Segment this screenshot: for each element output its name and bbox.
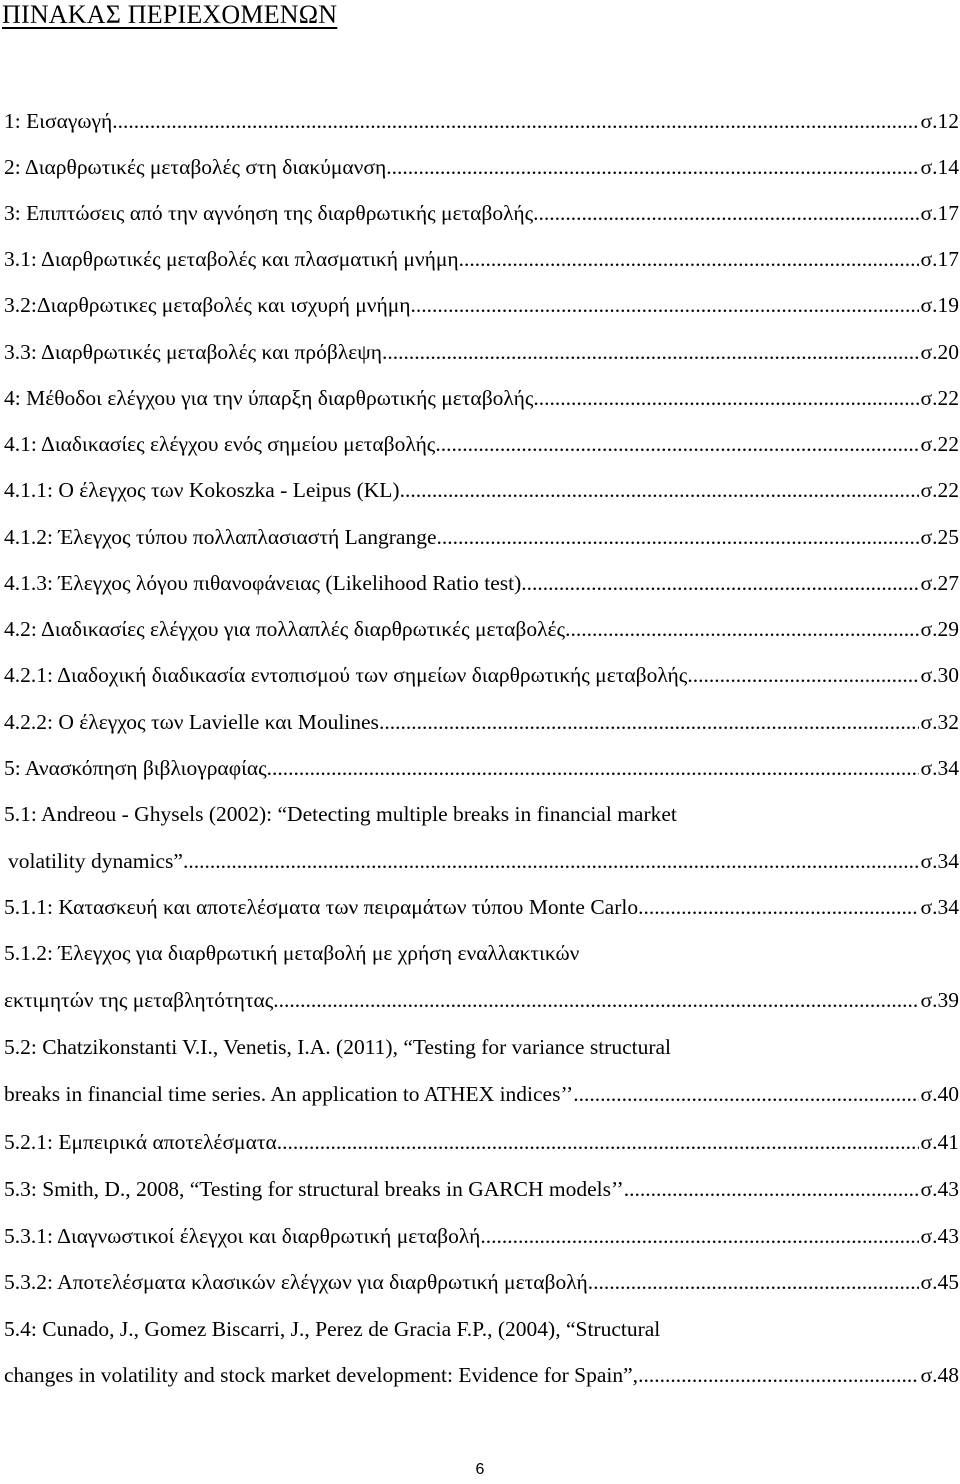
toc-entry-page: σ.22 bbox=[920, 386, 959, 410]
toc-entry[interactable] bbox=[4, 752, 959, 784]
toc-entry[interactable] bbox=[4, 1266, 959, 1298]
dot-leader bbox=[411, 289, 919, 321]
dot-leader bbox=[638, 891, 918, 923]
toc-entry-page: σ.34 bbox=[920, 895, 959, 919]
toc-entry[interactable] bbox=[4, 289, 959, 321]
toc-entry[interactable] bbox=[4, 891, 959, 923]
page-number: 6 bbox=[475, 1461, 485, 1478]
toc-entry-page: σ.34 bbox=[920, 756, 959, 780]
toc-entry[interactable] bbox=[4, 1173, 959, 1205]
toc-entry-text: 3.3: Διαρθρωτικές μεταβολές και πρόβλεψη bbox=[4, 340, 382, 364]
toc-entry-page: σ.43 bbox=[920, 1224, 959, 1248]
dot-leader bbox=[687, 659, 918, 691]
dot-leader bbox=[573, 1078, 918, 1110]
toc-entry-page: σ.29 bbox=[920, 617, 959, 641]
toc-entry[interactable] bbox=[4, 151, 959, 183]
toc-entry-text: volatility dynamics” bbox=[8, 849, 183, 873]
toc-entry[interactable] bbox=[8, 845, 959, 877]
toc-entry-text: 4: Μέθοδοι ελέγχου για την ύπαρξη διαρθρωτικής μεταβολής bbox=[4, 386, 534, 410]
toc-entry-text: 4.1.3: Έλεγχος λόγου πιθανοφάνειας (Likelihood Ratio test) bbox=[4, 571, 522, 595]
toc-entry[interactable] bbox=[4, 1126, 959, 1158]
toc-entry-text: 5: Ανασκόπηση βιβλιογραφίας bbox=[4, 756, 267, 780]
toc-entry-text: 4.2.1: Διαδοχική διαδικασία εντοπισμού των σημείων διαρθρωτικής μεταβολής bbox=[4, 663, 688, 687]
toc-entry[interactable] bbox=[4, 613, 959, 645]
toc-entry-text: εκτιμητών της μεταβλητότητας. bbox=[4, 988, 279, 1012]
toc-entry-text: 3.1: Διαρθρωτικές μεταβολές και πλασματική μνήμη bbox=[4, 247, 459, 271]
toc-entry-text: 5.1.1: Κατασκευή και αποτελέσματα των πειραμάτων τύπου Monte Carlo bbox=[4, 895, 639, 919]
dot-leader bbox=[267, 752, 919, 784]
toc-entry-page: σ.45 bbox=[920, 1270, 959, 1294]
dot-leader bbox=[638, 1359, 918, 1391]
toc-entry-first-line[interactable]: 5.1: Andreou - Ghysels (2002): “Detecting multiple breaks in financial market bbox=[4, 802, 677, 826]
toc-entry[interactable] bbox=[4, 984, 959, 1016]
toc-entry-page: σ.22 bbox=[920, 432, 959, 456]
toc-entry-text: 2: Διαρθρωτικές μεταβολές στη διακύμανση bbox=[4, 155, 387, 179]
toc-entry-text: 1: Εισαγωγή bbox=[4, 109, 113, 133]
toc-entry-text: 4.1.2: Έλεγχος τύπου πολλαπλασιαστή Langrange. bbox=[4, 525, 442, 549]
toc-entry[interactable] bbox=[4, 567, 959, 599]
toc-entry[interactable] bbox=[4, 197, 959, 229]
toc-entry-text: 5.3.2: Αποτελέσματα κλασικών ελέγχων για διαρθρωτική μεταβολή bbox=[4, 1270, 588, 1294]
toc-entry-text: 4.2.2: Ο έλεγχος των Lavielle και Moulines bbox=[4, 710, 379, 734]
toc-entry-page: σ.48 bbox=[920, 1363, 959, 1387]
toc-entry-page: σ.32 bbox=[920, 710, 959, 734]
toc-entry[interactable] bbox=[4, 1220, 959, 1252]
toc-entry-page: σ.41 bbox=[920, 1130, 959, 1154]
toc-entry-page: σ.19 bbox=[920, 293, 959, 317]
dot-leader bbox=[588, 1266, 919, 1298]
toc-entry[interactable] bbox=[4, 1359, 959, 1391]
dot-leader bbox=[400, 474, 919, 506]
dot-leader bbox=[533, 382, 918, 414]
toc-entry-text: breaks in financial time series. An application to ATHEX indices’’ bbox=[4, 1082, 574, 1106]
toc-entry[interactable] bbox=[4, 428, 959, 460]
toc-entry-text: 5.3.1: Διαγνωστικοί έλεγχοι και διαρθρωτική μεταβολή bbox=[4, 1224, 481, 1248]
toc-entry-page: σ.43 bbox=[920, 1177, 959, 1201]
toc-entry-page: σ.22 bbox=[920, 478, 959, 502]
toc-entry[interactable] bbox=[4, 474, 959, 506]
toc-entry-first-line[interactable]: 5.4: Cunado, J., Gomez Biscarri, J., Perez de Gracia F.P., (2004), “Structural bbox=[4, 1317, 661, 1341]
dot-leader bbox=[570, 613, 918, 645]
dot-leader bbox=[277, 1126, 919, 1158]
toc-entry-text: 5.3: Smith, D., 2008, “Testing for structural breaks in GARCH models’’ bbox=[4, 1177, 624, 1201]
toc-entry-page: σ.39 bbox=[920, 988, 959, 1012]
toc-entry-first-line[interactable]: 5.1.2: Έλεγχος για διαρθρωτική μεταβολή με χρήση εναλλακτικών bbox=[4, 941, 580, 965]
toc-entry-text: 3.2:Διαρθρωτικες μεταβολές και ισχυρή μνήμη bbox=[4, 293, 411, 317]
toc-entry[interactable] bbox=[4, 105, 959, 137]
toc-entry-page: σ.25 bbox=[920, 525, 959, 549]
dot-leader bbox=[533, 197, 918, 229]
toc-entry-text: changes in volatility and stock market development: Evidence for Spain”, bbox=[4, 1363, 639, 1387]
dot-leader bbox=[435, 428, 918, 460]
toc-title: ΠΙΝΑΚΑΣ ΠΕΡΙΕΧΟΜΕΝΩΝ bbox=[2, 0, 338, 29]
toc-entry[interactable] bbox=[4, 659, 959, 691]
dot-leader bbox=[112, 105, 918, 137]
toc-entry[interactable] bbox=[4, 706, 959, 738]
dot-leader bbox=[279, 984, 919, 1016]
dot-leader bbox=[480, 1220, 918, 1252]
toc-entry-text: 4.2: Διαδικασίες ελέγχου για πολλαπλές διαρθρωτικές μεταβολές. bbox=[4, 617, 571, 641]
toc-entry-page: σ.12 bbox=[920, 109, 959, 133]
dot-leader bbox=[459, 243, 919, 275]
toc-entry-page: σ.34 bbox=[920, 849, 959, 873]
toc-entry-page: σ.40 bbox=[920, 1082, 959, 1106]
dot-leader bbox=[382, 336, 919, 368]
toc-entry[interactable] bbox=[4, 243, 959, 275]
toc-entry-text: 4.1.1: Ο έλεγχος των Kokoszka - Leipus (KL) bbox=[4, 478, 400, 502]
dot-leader bbox=[386, 151, 918, 183]
toc-entry[interactable] bbox=[4, 382, 959, 414]
toc-entry-page: σ.17 bbox=[920, 201, 959, 225]
toc-entry-page: σ.17 bbox=[920, 247, 959, 271]
toc-entry[interactable] bbox=[4, 1078, 959, 1110]
dot-leader bbox=[379, 706, 919, 738]
dot-leader bbox=[521, 567, 918, 599]
toc-entry-text: 3: Επιπτώσεις από την αγνόηση της διαρθρωτικής μεταβολής bbox=[4, 201, 534, 225]
dot-leader bbox=[183, 845, 919, 877]
dot-leader bbox=[442, 521, 919, 553]
toc-entry-page: σ.27 bbox=[920, 571, 959, 595]
toc-entry-first-line[interactable]: 5.2: Chatzikonstanti V.I., Venetis, I.A. (2011), “Testing for variance structural bbox=[4, 1035, 672, 1059]
toc-entry-page: σ.30 bbox=[920, 663, 959, 687]
toc-entry-page: σ.20 bbox=[920, 340, 959, 364]
toc-entry[interactable] bbox=[4, 521, 959, 553]
toc-entry-text: 5.2.1: Εμπειρικά αποτελέσματα bbox=[4, 1130, 277, 1154]
toc-entry[interactable] bbox=[4, 336, 959, 368]
dot-leader bbox=[624, 1173, 919, 1205]
toc-entry-text: 4.1: Διαδικασίες ελέγχου ενός σημείου μεταβολής bbox=[4, 432, 436, 456]
toc-entry-page: σ.14 bbox=[920, 155, 959, 179]
